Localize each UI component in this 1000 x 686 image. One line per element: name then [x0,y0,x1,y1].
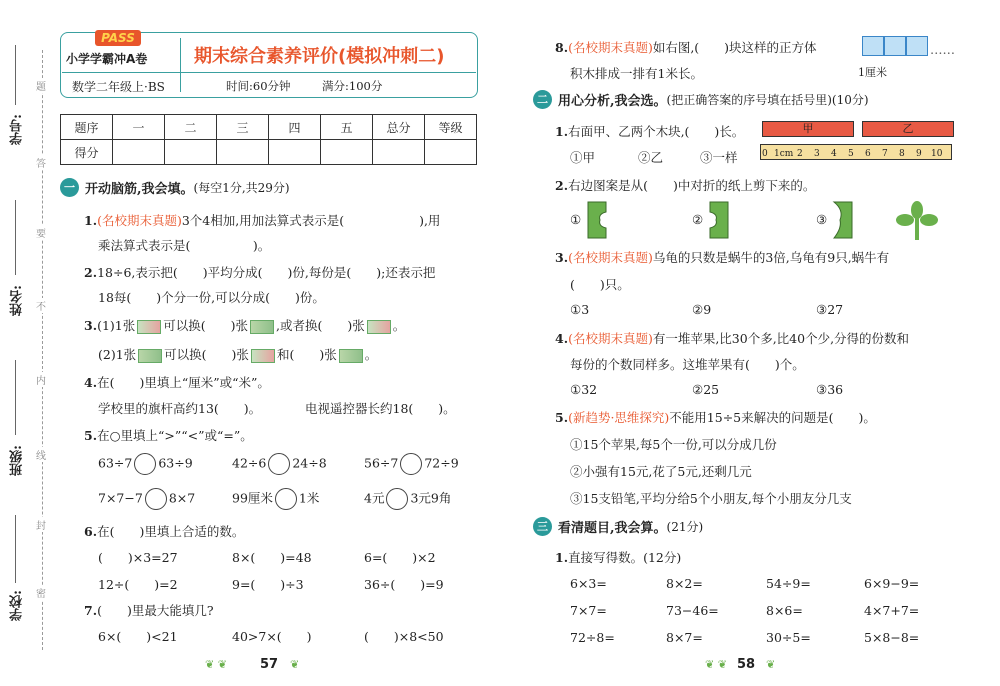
q-num: 1. [555,550,569,565]
class-blank[interactable] [15,360,16,435]
score-input-cell[interactable] [373,140,425,165]
leaf-pattern-icon [895,198,939,242]
folded-paper-icon [586,200,612,240]
score-input-cell[interactable] [269,140,321,165]
q-text: 3个4相加,用加法算式表示是( ),用 [181,213,441,228]
ruler-label: 5 [848,149,854,159]
question-4-line2: 每份的个数同样多。这堆苹果有( )个。 [570,357,805,372]
question-3-line2 [98,345,377,363]
q-text: 。 [392,318,406,333]
sprout-icon: ❦ ❦ [205,658,227,671]
question-2 [84,263,435,281]
q-text: ( )里最大能填几? [97,603,214,618]
option[interactable]: ②乙 [638,150,664,165]
table-cell: 三 [217,115,269,140]
student-name-label: 姓名: [10,285,25,316]
seal-char: 答 [36,155,46,170]
calc-item: 54÷9= [766,576,811,591]
expr: 7×7−7 [98,490,143,506]
fill-item: ( )×8<50 [364,629,444,644]
option[interactable]: ①32 [570,382,598,397]
table-cell: 题序 [61,115,113,140]
q-text: 右面甲、乙两个木块,( )长。 [568,124,745,139]
sprout-icon: ❦ ❦ [705,658,727,671]
option[interactable]: ③36 [816,382,844,397]
sprout-icon: ❦ [290,658,300,671]
expr: 72÷9 [424,455,459,471]
school-blank[interactable] [15,515,16,583]
calc-item: 8×7= [666,630,703,645]
page-number: 58 [737,657,756,672]
q-text: 在○里填上“>”“<”或“=”。 [97,428,253,443]
banknote-image [367,320,391,334]
calc-item: 30÷5= [766,630,811,645]
table-cell: 四 [269,115,321,140]
calc-item: 8×2= [666,576,703,591]
question-8 [555,38,817,56]
calc-question-1 [555,548,681,566]
section-header [60,178,290,200]
score-input-cell[interactable] [113,140,165,165]
q-num: 1. [84,213,98,228]
calc-item: 73−46= [666,603,719,618]
header-divider [62,72,476,73]
expr: 63÷9 [158,455,193,471]
score-table [60,114,477,165]
student-id-label: 学号: [10,114,25,145]
q-tag: (名校期末真题) [568,40,653,55]
question-6 [84,522,244,540]
ruler-label: 4 [831,149,837,159]
question-3 [84,316,405,334]
question-4 [84,373,270,391]
table-row [61,140,477,165]
banknote-image [138,349,162,363]
option[interactable]: ③15支铅笔,平均分给5个小朋友,每个小朋友分几支 [570,491,852,506]
expr: 4元 [364,490,385,506]
cube-block [884,36,906,56]
banknote-image [250,320,274,334]
choice-question-2 [555,176,815,194]
wood-block-jia: 甲 [762,121,854,137]
table-cell: 二 [165,115,217,140]
score-input-cell[interactable] [217,140,269,165]
ruler-label: 8 [899,149,905,159]
calc-item: 8×6= [766,603,803,618]
question-2-line2: 18每( )个分一份,可以分成( )份。 [98,290,325,305]
expr: 1米 [298,490,320,506]
q-text: 不能用15÷5来解决的问题是( )。 [669,410,876,425]
fill-item: 36÷( )=9 [364,577,444,592]
q-num: 3. [84,318,98,333]
option[interactable]: ②25 [692,382,720,397]
ruler-label: 6 [865,149,871,159]
ellipsis: …… [930,42,955,57]
compare-circle[interactable] [386,488,408,510]
expr: 42÷6 [232,455,267,471]
table-row [61,115,477,140]
seal-char: 封 [36,517,46,532]
header-divider [180,38,181,92]
q-num: 2. [555,178,569,193]
section-number: 二 [533,90,552,109]
q-text: 在( )里填上“厘米”或“米”。 [97,375,270,390]
score-input-cell[interactable] [425,140,477,165]
fill-item: 8×( )=48 [232,550,312,565]
wood-block-yi: 乙 [862,121,954,137]
folded-paper-icon [706,200,732,240]
cube-block [906,36,928,56]
seal-char: 要 [36,225,46,240]
q-num: 7. [84,603,98,618]
fill-item: 9=( )÷3 [232,577,304,592]
section-title: 看清题目,我会算。 [558,521,667,536]
q-text: 在( )里填上合适的数。 [97,524,245,539]
question-1-line2: 乘法算式表示是( )。 [98,238,271,253]
section-number: 三 [533,517,552,536]
calc-item: 7×7= [570,603,607,618]
grade-label: 数学二年级上·BS [72,80,165,94]
section-note: (把正确答案的序号填在括号里)(10分) [666,93,869,107]
q-text: 有一堆苹果,比30个多,比40个少,分得的份数和 [652,331,910,346]
q-num: 4. [84,375,98,390]
fill-item: ( )×3=27 [98,550,178,565]
option[interactable]: ①15个苹果,每5个一份,可以分成几份 [570,437,777,452]
expr: 99厘米 [232,490,273,506]
q-num: 1. [555,124,569,139]
ruler [760,144,952,160]
expr: 8×7 [168,490,196,506]
q-text: 乌龟的只数是蜗牛的3倍,乌龟有9只,蜗牛有 [652,250,890,265]
q-text: (1)1张 [97,318,136,333]
folded-paper-icon [832,200,856,240]
right-page [500,0,1000,686]
option[interactable]: ①甲 [570,150,596,165]
fill-item: 6=( )×2 [364,550,436,565]
seal-char: 题 [36,78,46,93]
compare-circle[interactable] [275,488,297,510]
q-num: 6. [84,524,98,539]
choice-question-1 [555,122,744,140]
q-num: 5. [555,410,569,425]
choice-question-5 [555,408,876,426]
ruler-label: 10 [931,149,943,159]
calc-item: 6×9−9= [864,576,920,591]
seal-char: 密 [36,585,46,600]
section-note: (每空1分,共29分) [193,181,290,195]
expr: 3元9角 [410,490,452,506]
ruler-label: 1cm [774,149,794,159]
choice-question-4 [555,329,909,347]
fill-item: 40>7×( ) [232,629,312,644]
option[interactable]: ②小强有15元,花了5元,还剩几元 [570,464,752,479]
question-3-line2: ( )只。 [570,277,630,292]
seal-line [42,50,43,650]
option[interactable]: ③27 [816,302,844,317]
seal-char: 线 [36,447,46,462]
q-text: ,或者换( )张 [276,318,365,333]
compare-item [364,488,451,510]
q-tag: (新趋势·思维探究) [568,410,670,425]
section-title: 开动脑筋,我会填。 [85,182,194,197]
q-text: 如右图,( )块这样的正方体 [652,40,817,55]
score-input-cell[interactable] [165,140,217,165]
q-text: 。 [364,347,378,362]
q-text: 可以换( )张 [164,347,249,362]
banknote-image [137,320,161,334]
school-label: 学校: [10,590,25,621]
compare-item [364,453,459,475]
score-input-cell[interactable] [321,140,373,165]
ruler-label: 3 [814,149,820,159]
compare-circle[interactable] [134,453,156,475]
table-cell: 五 [321,115,373,140]
class-label: 班级: [10,445,25,476]
compare-item [98,488,195,510]
q-num: 4. [555,331,569,346]
student-name-blank[interactable] [15,200,16,275]
section-header [533,517,703,539]
option[interactable]: ②9 [692,302,712,317]
expr: 63÷7 [98,455,133,471]
table-cell: 一 [113,115,165,140]
page-number: 57 [260,657,279,672]
compare-circle[interactable] [145,488,167,510]
q-num: 3. [555,250,569,265]
banknote-image [251,349,275,363]
q-num: 2. [84,265,98,280]
fill-item: 6×( )<21 [98,629,178,644]
calc-item: 5×8−8= [864,630,920,645]
q-text: 可以换( )张 [163,318,248,333]
cube-block [862,36,884,56]
banknote-image [339,349,363,363]
section-header [533,90,869,112]
section-note: (21分) [666,520,704,534]
brand-logo: PASS [95,30,141,46]
expr: 56÷7 [364,455,399,471]
option[interactable]: ③ [816,212,828,227]
table-cell: 得分 [61,140,113,165]
question-7 [84,601,214,619]
q4-item: 学校里的旗杆高约13( )。 [98,401,262,416]
student-id-blank[interactable] [15,45,16,105]
q-text: 直接写得数。(12分) [568,550,682,565]
q-text: (2)1张 [98,347,137,362]
q4-item: 电视遥控器长约18( )。 [305,401,456,416]
compare-item [98,453,193,475]
option[interactable]: ③一样 [700,150,738,165]
table-cell: 总分 [373,115,425,140]
calc-item: 4×7+7= [864,603,920,618]
q-num: 5. [84,428,98,443]
question-8-line2: 积木排成一排有1米长。 [570,66,703,81]
q-tag: (名校期末真题) [568,331,653,346]
compare-circle[interactable] [268,453,290,475]
compare-circle[interactable] [400,453,422,475]
q-tag: (名校期末真题) [568,250,653,265]
expr: 24÷8 [292,455,327,471]
ruler-label: 7 [882,149,888,159]
calc-item: 6×3= [570,576,607,591]
compare-item [232,453,327,475]
table-cell: 等级 [425,115,477,140]
choice-question-3 [555,248,889,266]
section-title: 用心分析,我会选。 [558,94,667,109]
option[interactable]: ①3 [570,302,590,317]
calc-item: 72÷8= [570,630,615,645]
ruler-label: 2 [797,149,803,159]
q-text: 右边图案是从( )中对折的纸上剪下来的。 [568,178,816,193]
q-tag: (名校期末真题) [97,213,182,228]
seal-char: 不 [36,298,46,313]
ruler-label: 0 [762,149,768,159]
sprout-icon: ❦ [766,658,776,671]
brand-name: 小学学霸冲A卷 [66,52,148,66]
option[interactable]: ① [570,212,582,227]
exam-title: 期末综合素养评价(模拟冲刺二) [194,46,445,67]
time-label: 时间:60分钟 [226,79,291,93]
full-score-label: 满分:100分 [322,79,383,93]
fill-item: 12÷( )=2 [98,577,178,592]
cube-label: 1厘米 [858,66,887,79]
q-num: 8. [555,40,569,55]
compare-item [232,488,319,510]
option[interactable]: ② [692,212,704,227]
section-number: 一 [60,178,79,197]
q-text: 和( )张 [276,347,337,362]
question-5 [84,426,253,444]
ruler-label: 9 [916,149,922,159]
seal-char: 内 [36,372,46,387]
question-1 [84,211,440,229]
q-text: 18÷6,表示把( )平均分成( )份,每份是( );还表示把 [97,265,436,280]
